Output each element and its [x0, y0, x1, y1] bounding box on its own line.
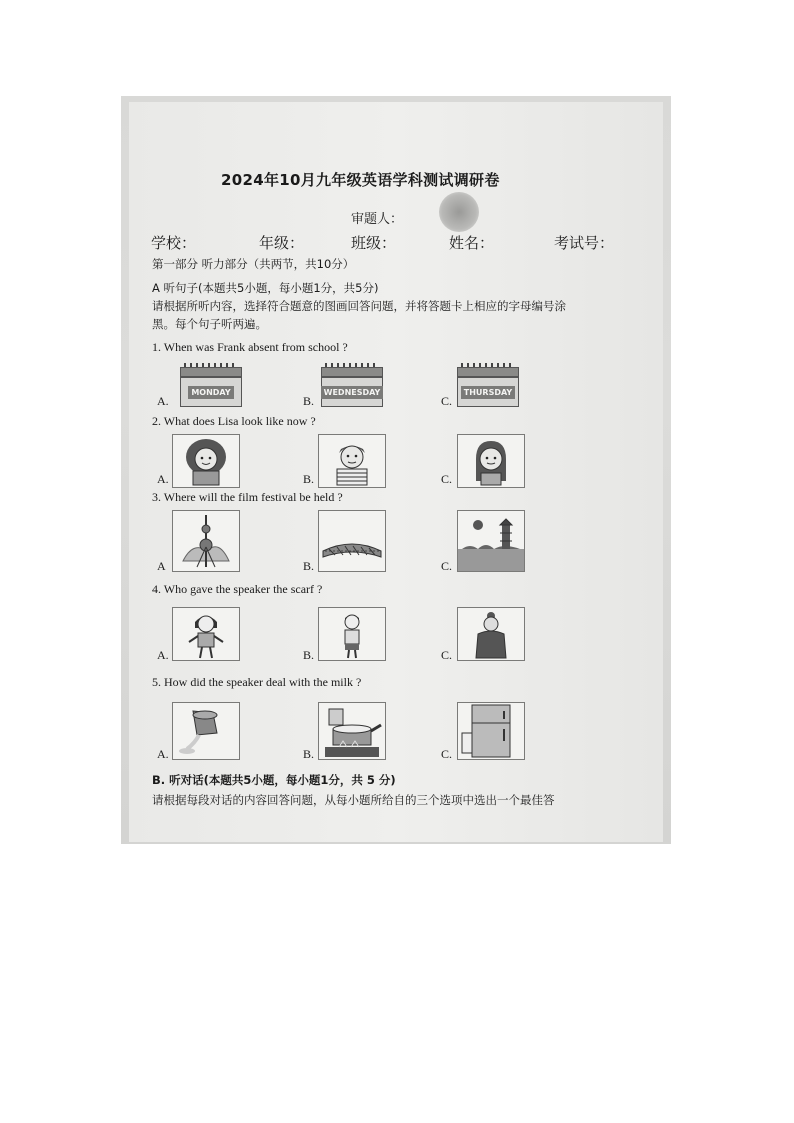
q1-option-b-label: B.	[303, 394, 315, 408]
q1-option-c-label: C.	[441, 394, 453, 408]
section-a-heading: A 听句子(本题共5小题，每小题1分，共5分)	[152, 281, 379, 295]
name-field-label: 姓名：	[449, 234, 495, 252]
q5-option-b-label: B.	[303, 747, 315, 761]
q3-option-c-pagoda-lake-image	[457, 510, 525, 572]
calendar-day-label: THURSDAY	[461, 386, 515, 399]
section-a-instruction-2: 黑。每个句子听两遍。	[152, 317, 267, 331]
q4-option-c-label: C.	[441, 648, 453, 662]
photo-of-exam-paper	[121, 96, 671, 844]
q4-option-a-label: A.	[157, 648, 169, 662]
grade-field-label: 年级：	[259, 234, 305, 252]
section-b-heading: B. 听对话(本题共5小题，每小题1分，共 5 分)	[152, 773, 396, 787]
q4-option-b-boy-image	[318, 607, 386, 661]
q5-option-c-label: C.	[441, 747, 453, 761]
question-5: 5. How did the speaker deal with the milk ?	[152, 675, 362, 689]
exam-paper	[129, 102, 663, 842]
q5-option-a-label: A.	[157, 747, 169, 761]
q2-option-c-girl-long-hair-image	[457, 434, 525, 488]
q2-option-a-girl-curly-hair-image	[172, 434, 240, 488]
class-field-label: 班级：	[351, 234, 397, 252]
q2-option-c-label: C.	[441, 472, 453, 486]
q4-option-b-label: B.	[303, 648, 315, 662]
q5-option-a-pouring-milk-image	[172, 702, 240, 760]
q1-option-a-calendar	[180, 367, 242, 407]
blurred-name-mark	[439, 192, 479, 232]
q2-option-b-label: B.	[303, 472, 315, 486]
q3-option-c-label: C.	[441, 559, 453, 573]
part-one-heading: 第一部分 听力部分（共两节，共10分）	[152, 257, 355, 271]
q1-option-c-calendar	[457, 367, 519, 407]
question-4: 4. Who gave the speaker the scarf ?	[152, 582, 323, 596]
q4-option-c-grandma-image	[457, 607, 525, 661]
q3-option-a-label: A	[157, 559, 166, 573]
section-b-instruction: 请根据每段对话的内容回答问题，从每小题所给自的三个选项中选出一个最佳答	[152, 793, 555, 807]
reviewer-label: 审题人：	[351, 212, 404, 227]
q1-option-b-calendar	[321, 367, 383, 407]
q3-option-a-tv-tower-image	[172, 510, 240, 572]
q5-option-c-fridge-image	[457, 702, 525, 760]
exam-title: 2024年10月九年级英语学科测试调研卷	[221, 171, 500, 189]
school-field-label: 学校：	[151, 234, 197, 252]
exam-number-field-label: 考试号：	[554, 234, 615, 252]
question-3: 3. Where will the film festival be held ?	[152, 490, 343, 504]
question-1: 1. When was Frank absent from school ?	[152, 340, 348, 354]
q2-option-b-boy-striped-shirt-image	[318, 434, 386, 488]
q5-option-b-boiling-milk-image	[318, 702, 386, 760]
q2-option-a-label: A.	[157, 472, 169, 486]
question-2: 2. What does Lisa look like now ?	[152, 414, 316, 428]
q3-option-b-label: B.	[303, 559, 315, 573]
calendar-day-label: MONDAY	[188, 386, 233, 399]
section-a-instruction-1: 请根据所听内容，选择符合题意的图画回答问题，并将答题卡上相应的字母编号涂	[152, 299, 566, 313]
calendar-day-label: WEDNESDAY	[321, 386, 384, 399]
q3-option-b-stadium-image	[318, 510, 386, 572]
q1-option-a-label: A.	[157, 394, 169, 408]
q4-option-a-girl-image	[172, 607, 240, 661]
